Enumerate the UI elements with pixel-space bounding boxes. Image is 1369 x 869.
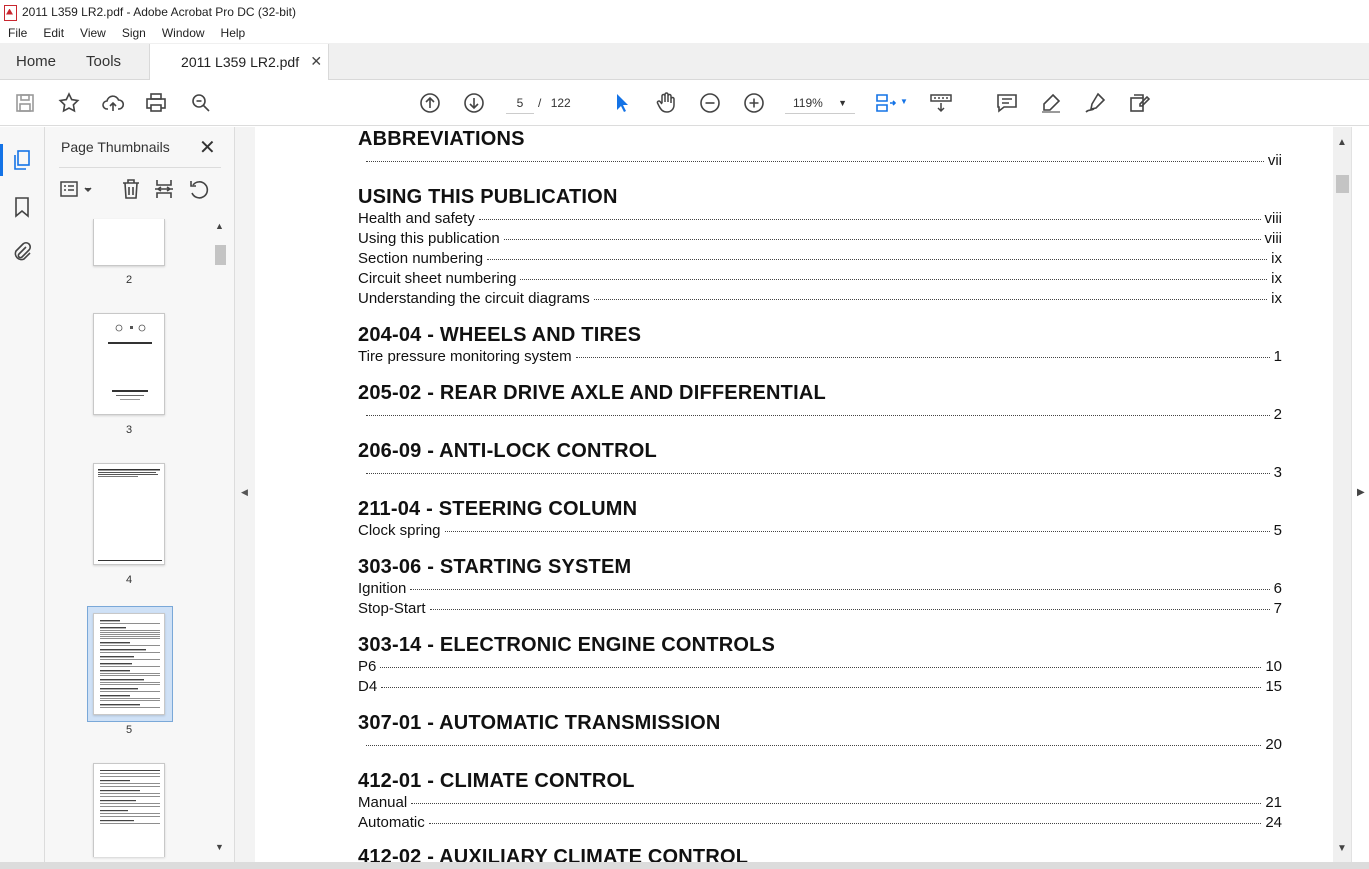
toc-entry-page: 3: [1273, 464, 1282, 481]
toc-entry-page: viii: [1264, 210, 1282, 227]
thumbnail-scrollbar[interactable]: [212, 219, 228, 857]
toc-entry-label: Understanding the circuit diagrams: [358, 290, 590, 307]
dot-leader: [410, 589, 1269, 590]
toc-section-heading[interactable]: USING THIS PUBLICATION: [358, 186, 618, 208]
toc-entry-label: Tire pressure monitoring system: [358, 348, 572, 365]
toc-entry-page: 21: [1265, 794, 1282, 811]
toc-entry-page: 15: [1265, 678, 1282, 695]
close-tab-icon[interactable]: ✕: [310, 53, 323, 69]
toc-entry-page: 24: [1265, 814, 1282, 831]
page-thumbnails-panel: [45, 127, 235, 862]
print-icon[interactable]: [144, 91, 168, 115]
toc-entry-label: Manual: [358, 794, 408, 811]
toc-section-heading[interactable]: 412-02 - AUXILIARY CLIMATE CONTROL: [358, 846, 749, 862]
chevron-right-icon[interactable]: ▶: [1357, 487, 1365, 498]
menu-window[interactable]: Window: [161, 26, 205, 40]
tab-tools[interactable]: Tools: [86, 52, 122, 70]
chevron-down-icon[interactable]: ▼: [900, 97, 908, 106]
panel-title: Page Thumbnails: [61, 139, 170, 155]
toc-entry-label: Health and safety: [358, 210, 475, 227]
scroll-up-icon[interactable]: ▲: [215, 221, 224, 231]
toc-entry-label: Ignition: [358, 580, 407, 597]
thumbnail-label: 4: [125, 574, 133, 586]
panel-collapse-handle[interactable]: [235, 127, 255, 862]
toolbar: [0, 80, 1369, 126]
toc-entry-page: ix: [1271, 290, 1282, 307]
toc-entry[interactable]: [358, 290, 1282, 310]
zoom-out-icon[interactable]: [698, 91, 722, 115]
scroll-thumb[interactable]: [1336, 175, 1349, 193]
toc-entry[interactable]: [358, 464, 1282, 484]
right-panel-toggle[interactable]: [1351, 127, 1369, 862]
page-fit-icon[interactable]: [873, 91, 897, 115]
toc-entry-label: Stop-Start: [358, 600, 426, 617]
scroll-up-icon[interactable]: ▲: [1337, 137, 1347, 148]
menu-help[interactable]: Help: [220, 26, 246, 40]
toc-entry[interactable]: [358, 580, 1282, 600]
menu-bar: [0, 23, 1369, 43]
star-icon[interactable]: [57, 91, 81, 115]
dot-leader: [366, 415, 1270, 416]
zoom-value: 119%: [793, 96, 823, 110]
scroll-down-icon[interactable]: ▼: [215, 842, 224, 852]
toc-entry-page: 7: [1273, 600, 1282, 617]
document-scrollbar[interactable]: [1333, 127, 1351, 862]
thumbnail-label: 5: [125, 724, 133, 736]
title-bar: [0, 0, 1369, 23]
toc-entry-page: ix: [1271, 250, 1282, 267]
page-thumbnail[interactable]: [93, 219, 165, 266]
tab-document[interactable]: [149, 44, 329, 80]
toc-entry[interactable]: [358, 250, 1282, 270]
dot-leader: [380, 667, 1261, 668]
scroll-down-icon[interactable]: ▼: [1337, 843, 1347, 854]
comment-icon[interactable]: [995, 91, 1019, 115]
tab-home[interactable]: Home: [16, 52, 57, 70]
toc-entry[interactable]: [358, 210, 1282, 230]
insert-pages-icon[interactable]: [152, 177, 176, 201]
document-view[interactable]: [255, 127, 1333, 862]
toc-entry-label: D4: [358, 678, 378, 695]
toc-entry[interactable]: [358, 152, 1282, 172]
toc-section-heading[interactable]: ABBREVIATIONS: [358, 128, 525, 150]
toc-entry-page: 6: [1273, 580, 1282, 597]
toc-entry-page: ix: [1271, 270, 1282, 287]
left-rail: [0, 127, 45, 862]
stamp-icon[interactable]: [1127, 91, 1151, 115]
menu-view[interactable]: View: [80, 26, 106, 40]
scroll-mode-icon[interactable]: [929, 91, 953, 115]
toc-section-heading[interactable]: 206-09 - ANTI-LOCK CONTROL: [358, 440, 657, 462]
toc-entry[interactable]: [358, 658, 1282, 678]
thumbnail-label: 2: [125, 274, 133, 286]
zoom-in-icon[interactable]: [742, 91, 766, 115]
search-icon[interactable]: [189, 91, 213, 115]
dot-leader: [366, 161, 1264, 162]
toc-section-heading[interactable]: 412-01 - CLIMATE CONTROL: [358, 770, 635, 792]
toc-entry-label: Using this publication: [358, 230, 500, 247]
page-thumbnails-icon[interactable]: [10, 148, 34, 172]
dot-leader: [366, 745, 1261, 746]
toc-entry[interactable]: [358, 230, 1282, 250]
tab-bar: [0, 43, 1369, 80]
page-separator: /: [538, 96, 542, 110]
toc-section-heading[interactable]: 303-14 - ELECTRONIC ENGINE CONTROLS: [358, 634, 776, 656]
toc-entry-page: 5: [1273, 522, 1282, 539]
menu-sign[interactable]: Sign: [121, 26, 146, 40]
dot-leader: [594, 299, 1267, 300]
save-icon[interactable]: [13, 91, 37, 115]
toc-entry[interactable]: [358, 814, 1282, 834]
toc-entry-page: vii: [1267, 152, 1282, 169]
toc-entry-label: Section numbering: [358, 250, 484, 267]
dot-leader: [366, 473, 1270, 474]
toc-section-heading[interactable]: 204-04 - WHEELS AND TIRES: [358, 324, 642, 346]
toc-entry[interactable]: [358, 736, 1282, 756]
dot-leader: [381, 687, 1261, 688]
toc-entry-label: Automatic: [358, 814, 425, 831]
menu-file[interactable]: File: [8, 26, 28, 40]
scroll-thumb[interactable]: [215, 245, 226, 265]
page-thumbnail[interactable]: [93, 313, 165, 415]
toc-entry[interactable]: [358, 600, 1282, 620]
toc-entry[interactable]: [358, 270, 1282, 290]
toc-section-heading[interactable]: 211-04 - STEERING COLUMN: [358, 498, 638, 520]
toc-entry-label: Circuit sheet numbering: [358, 270, 517, 287]
draw-sign-icon[interactable]: [1083, 91, 1107, 115]
dot-leader: [430, 609, 1270, 610]
menu-edit[interactable]: Edit: [43, 26, 65, 40]
divider: [59, 167, 221, 168]
page-thumbnail-selected[interactable]: [93, 613, 165, 715]
dot-leader: [411, 803, 1261, 804]
dot-leader: [445, 531, 1270, 532]
toc-entry-page: 1: [1273, 348, 1282, 365]
options-menu-icon[interactable]: [59, 177, 95, 201]
toc-entry-page: 10: [1265, 658, 1282, 675]
page-thumbnail[interactable]: [93, 763, 165, 857]
dot-leader: [487, 259, 1267, 260]
dot-leader: [520, 279, 1267, 280]
toc-entry-page: viii: [1264, 230, 1282, 247]
pdf-app-icon: [4, 5, 16, 19]
previous-page-icon[interactable]: [418, 91, 442, 115]
toc-entry[interactable]: [358, 678, 1282, 698]
cloud-upload-icon[interactable]: [101, 91, 125, 115]
bookmark-icon[interactable]: [10, 195, 34, 219]
select-cursor-icon[interactable]: [610, 91, 634, 115]
dot-leader: [576, 357, 1270, 358]
zoom-select[interactable]: [785, 92, 855, 114]
thumbnail-label: 3: [125, 424, 133, 436]
window-title: 2011 L359 LR2.pdf - Adobe Acrobat Pro DC (32-bit): [22, 4, 296, 19]
toc-entry-label: Clock spring: [358, 522, 441, 539]
page-thumbnail[interactable]: [93, 463, 165, 565]
next-page-icon[interactable]: [462, 91, 486, 115]
delete-pages-icon[interactable]: [119, 177, 143, 201]
toc-entry-page: 2: [1273, 406, 1282, 423]
highlight-pen-icon[interactable]: [1039, 91, 1063, 115]
toc-entry-label: P6: [358, 658, 377, 675]
tab-document-label: 2011 L359 LR2.pdf: [181, 54, 300, 70]
dot-leader: [504, 239, 1261, 240]
toc-section-heading[interactable]: 303-06 - STARTING SYSTEM: [358, 556, 632, 578]
attachment-icon[interactable]: [10, 240, 34, 264]
hand-tool-icon[interactable]: [654, 91, 678, 115]
page-number-input[interactable]: 5: [506, 92, 534, 114]
toc-section-heading[interactable]: 307-01 - AUTOMATIC TRANSMISSION: [358, 712, 721, 734]
close-icon[interactable]: ✕: [199, 137, 216, 159]
toc-entry[interactable]: [358, 406, 1282, 426]
dot-leader: [479, 219, 1261, 220]
toc-entry[interactable]: [358, 794, 1282, 814]
toc-entry-page: 20: [1265, 736, 1282, 753]
total-pages: 122: [550, 96, 571, 110]
chevron-down-icon: ▼: [838, 98, 847, 108]
toc-section-heading[interactable]: 205-02 - REAR DRIVE AXLE AND DIFFERENTIAL: [358, 382, 826, 404]
chevron-left-icon[interactable]: ◀: [241, 487, 248, 497]
rotate-icon[interactable]: [187, 177, 211, 201]
page-count: [538, 92, 571, 114]
dot-leader: [429, 823, 1262, 824]
status-strip: [0, 862, 1369, 869]
toc-entry[interactable]: [358, 348, 1282, 368]
toc-entry[interactable]: [358, 522, 1282, 542]
